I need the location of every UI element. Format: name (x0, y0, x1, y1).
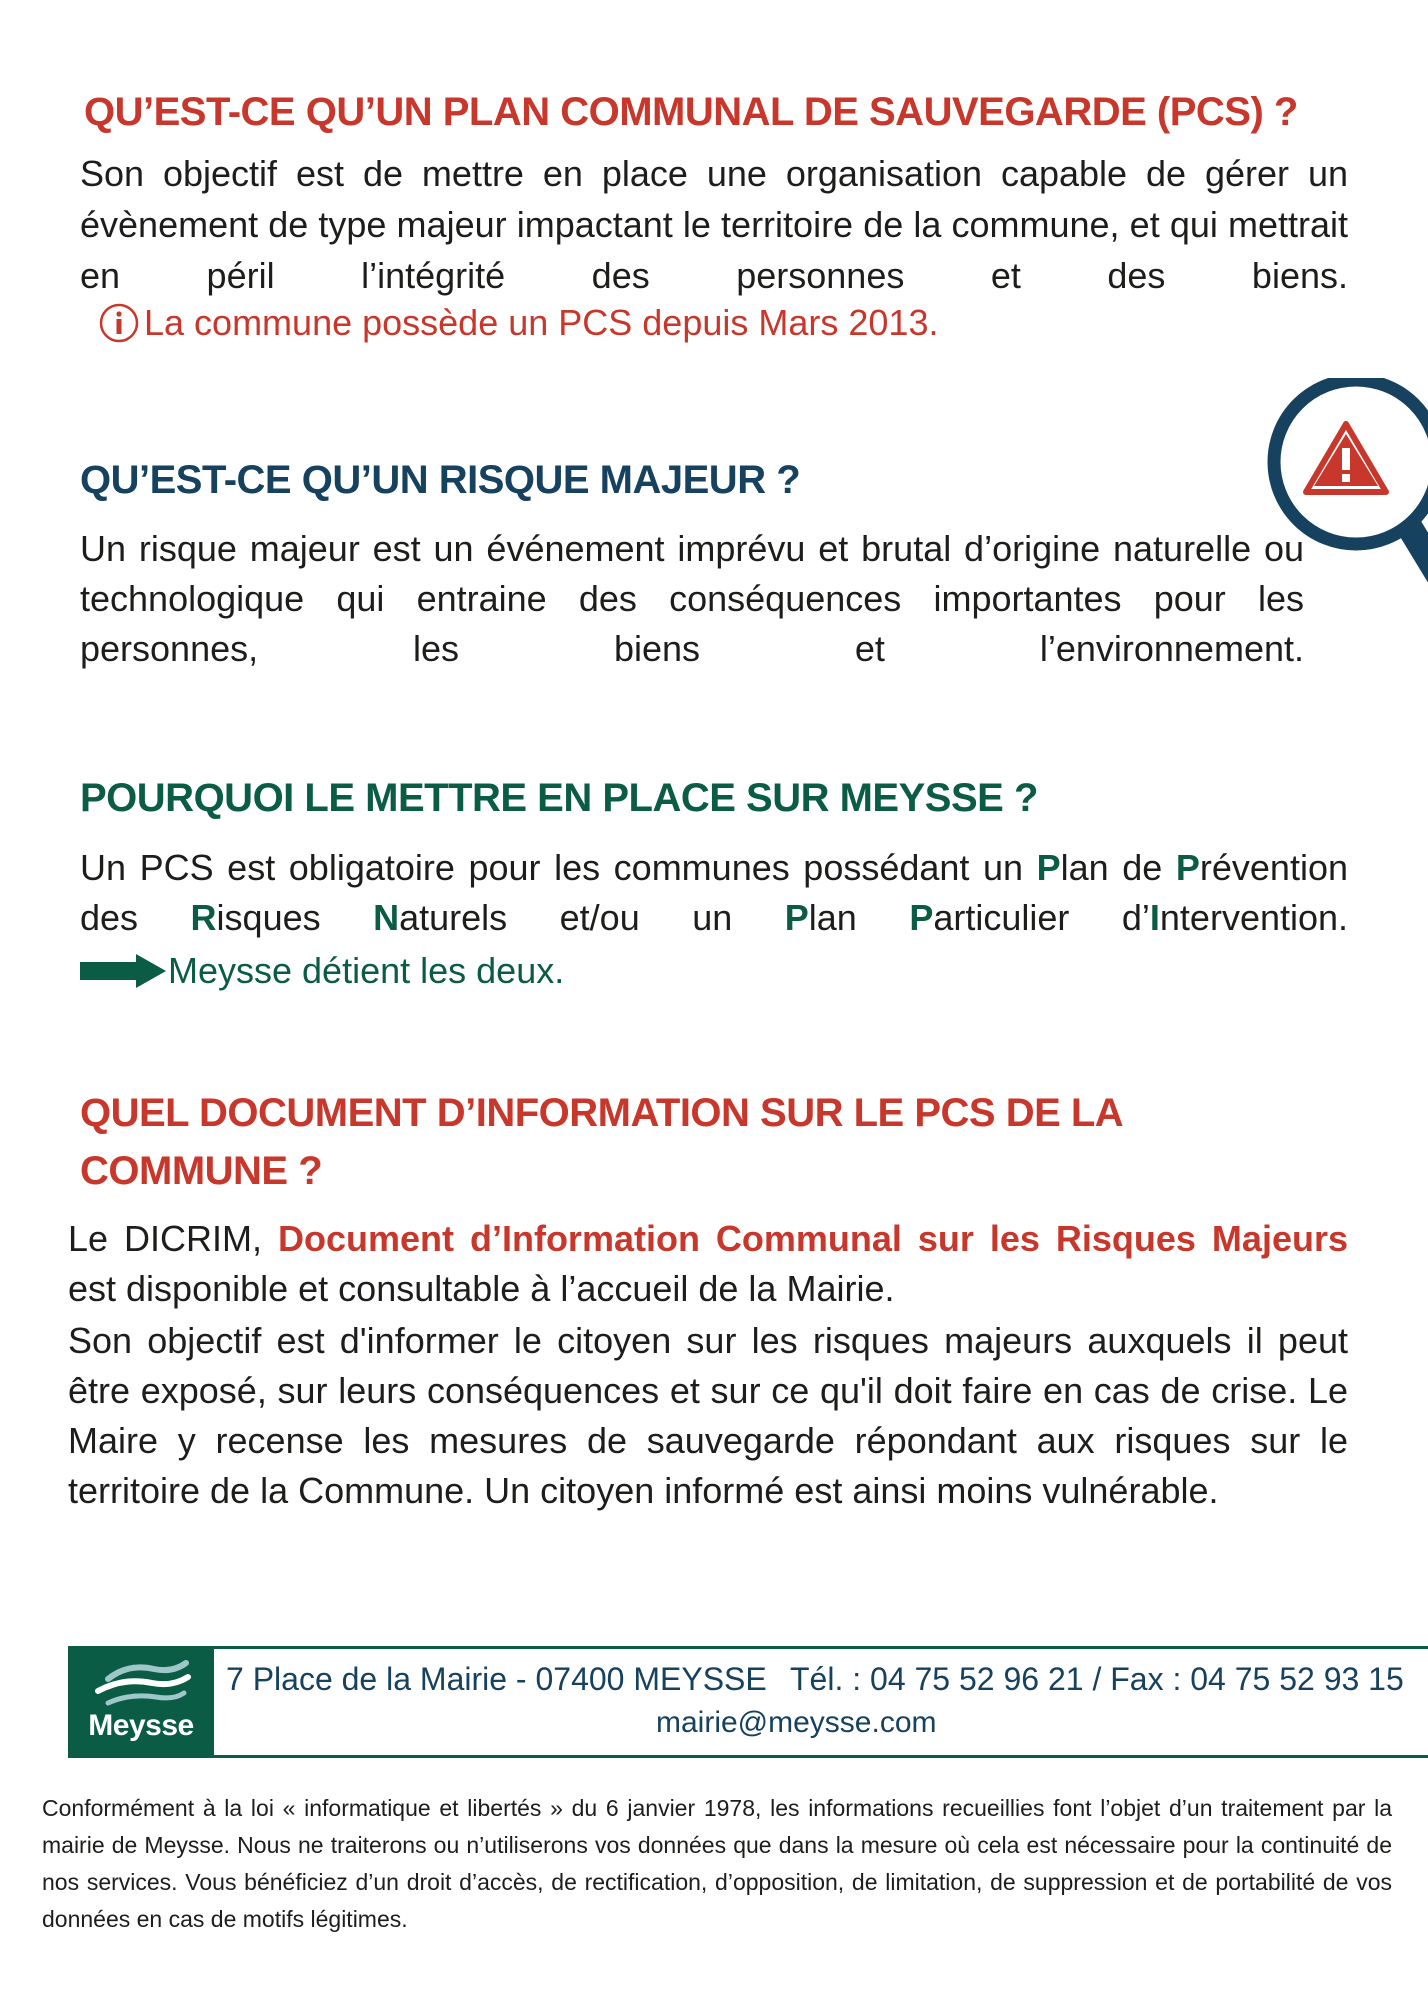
initial-letter: I (1149, 897, 1160, 938)
text-part: lan de (1060, 847, 1176, 888)
info-circle-icon (98, 302, 140, 344)
initial-letter: P (909, 897, 934, 938)
pcs-date-note (98, 300, 938, 346)
dicrim-after: est disponible et consultable à l’accueil de la Mairie. (68, 1268, 895, 1309)
risk-description: Un risque majeur est un événement imprévu et brutal d’origine naturelle ou technologique qui entraine des conséquences importantes pour les personnes, les biens et l’environnement. (80, 528, 1304, 669)
initial-letter: N (373, 897, 400, 938)
meysse-logo (68, 1649, 214, 1755)
initial-letter: R (190, 897, 217, 938)
dicrim-intro: Le DICRIM, (68, 1218, 278, 1259)
text-part: Un PCS est obligatoire pour les communes possédant un (80, 847, 1037, 888)
pcs-heading: QU’EST-CE QU’UN PLAN COMMUNAL DE SAUVEGARDE (PCS) ? (84, 90, 1298, 134)
why-heading: POURQUOI LE METTRE EN PLACE SUR MEYSSE ? (80, 776, 1038, 820)
contact-footer (68, 1646, 1428, 1758)
text-part: révention des (80, 847, 1348, 938)
text-part: isques (216, 897, 374, 938)
initial-letter: P (784, 897, 809, 938)
legal-notice: Conformément à la loi « informatique et libertés » du 6 janvier 1978, les informations recueillies font l’objet d’un traitement par la mairie de Meysse. Nous ne traiterons ou n’utiliserons vos données que dans la mesure où cela est nécessaire pour la continuité de nos services. Vous bénéficiez d’un droit d’accès, de rectification, d’opposition, de limitation, de suppression et de portabilité de vos données en cas de motifs légitimes. (42, 1795, 1392, 1932)
text-part: ntervention. (1159, 897, 1349, 938)
email-link[interactable]: mairie@meysse.com (656, 1706, 937, 1739)
dicrim-highlight: Document d’Information Communal sur les Risques Majeurs (277, 1218, 1348, 1259)
document-heading: QUEL DOCUMENT D’INFORMATION SUR LE PCS DE LA COMMUNE ? (80, 1091, 1122, 1193)
logo-text: Meysse (88, 1709, 194, 1742)
text-part: articulier d’ (933, 897, 1150, 938)
arrow-right-icon (80, 952, 166, 990)
why-description (80, 843, 1348, 943)
arrow-note-text: Meysse détient les deux. (168, 950, 565, 991)
pcs-description: Son objectif est de mettre en place une organisation capable de gérer un évènement de type majeur impactant le territoire de la commune, et qui mettrait en péril l’intégrité des personnes et des biens. (80, 153, 1348, 296)
initial-letter: P (1175, 847, 1200, 888)
dicrim-objective: Son objectif est d'informer le citoyen sur les risques majeurs auxquels il peut être exposé, sur leurs conséquences et sur ce qu'il doit faire en cas de crise. Le Maire y recense les mesures de sauvegarde répondant aux risques sur le territoire de la Commune. Un citoyen informé est ainsi moins vulnérable. (68, 1320, 1348, 1511)
risk-heading: QU’EST-CE QU’UN RISQUE MAJEUR ? (80, 458, 801, 502)
phone-text: Tél. : 04 75 52 96 21 / Fax : 04 75 52 93 15 (790, 1661, 1404, 1697)
text-part: aturels et/ou un (399, 897, 785, 938)
dicrim-description (68, 1214, 1348, 1314)
pcs-date-text: La commune possède un PCS depuis Mars 2013. (144, 302, 939, 343)
initial-letter: P (1036, 847, 1061, 888)
arrow-note (80, 948, 564, 994)
address-text: 7 Place de la Mairie - 07400 MEYSSE (226, 1661, 767, 1697)
text-part: lan (808, 897, 910, 938)
